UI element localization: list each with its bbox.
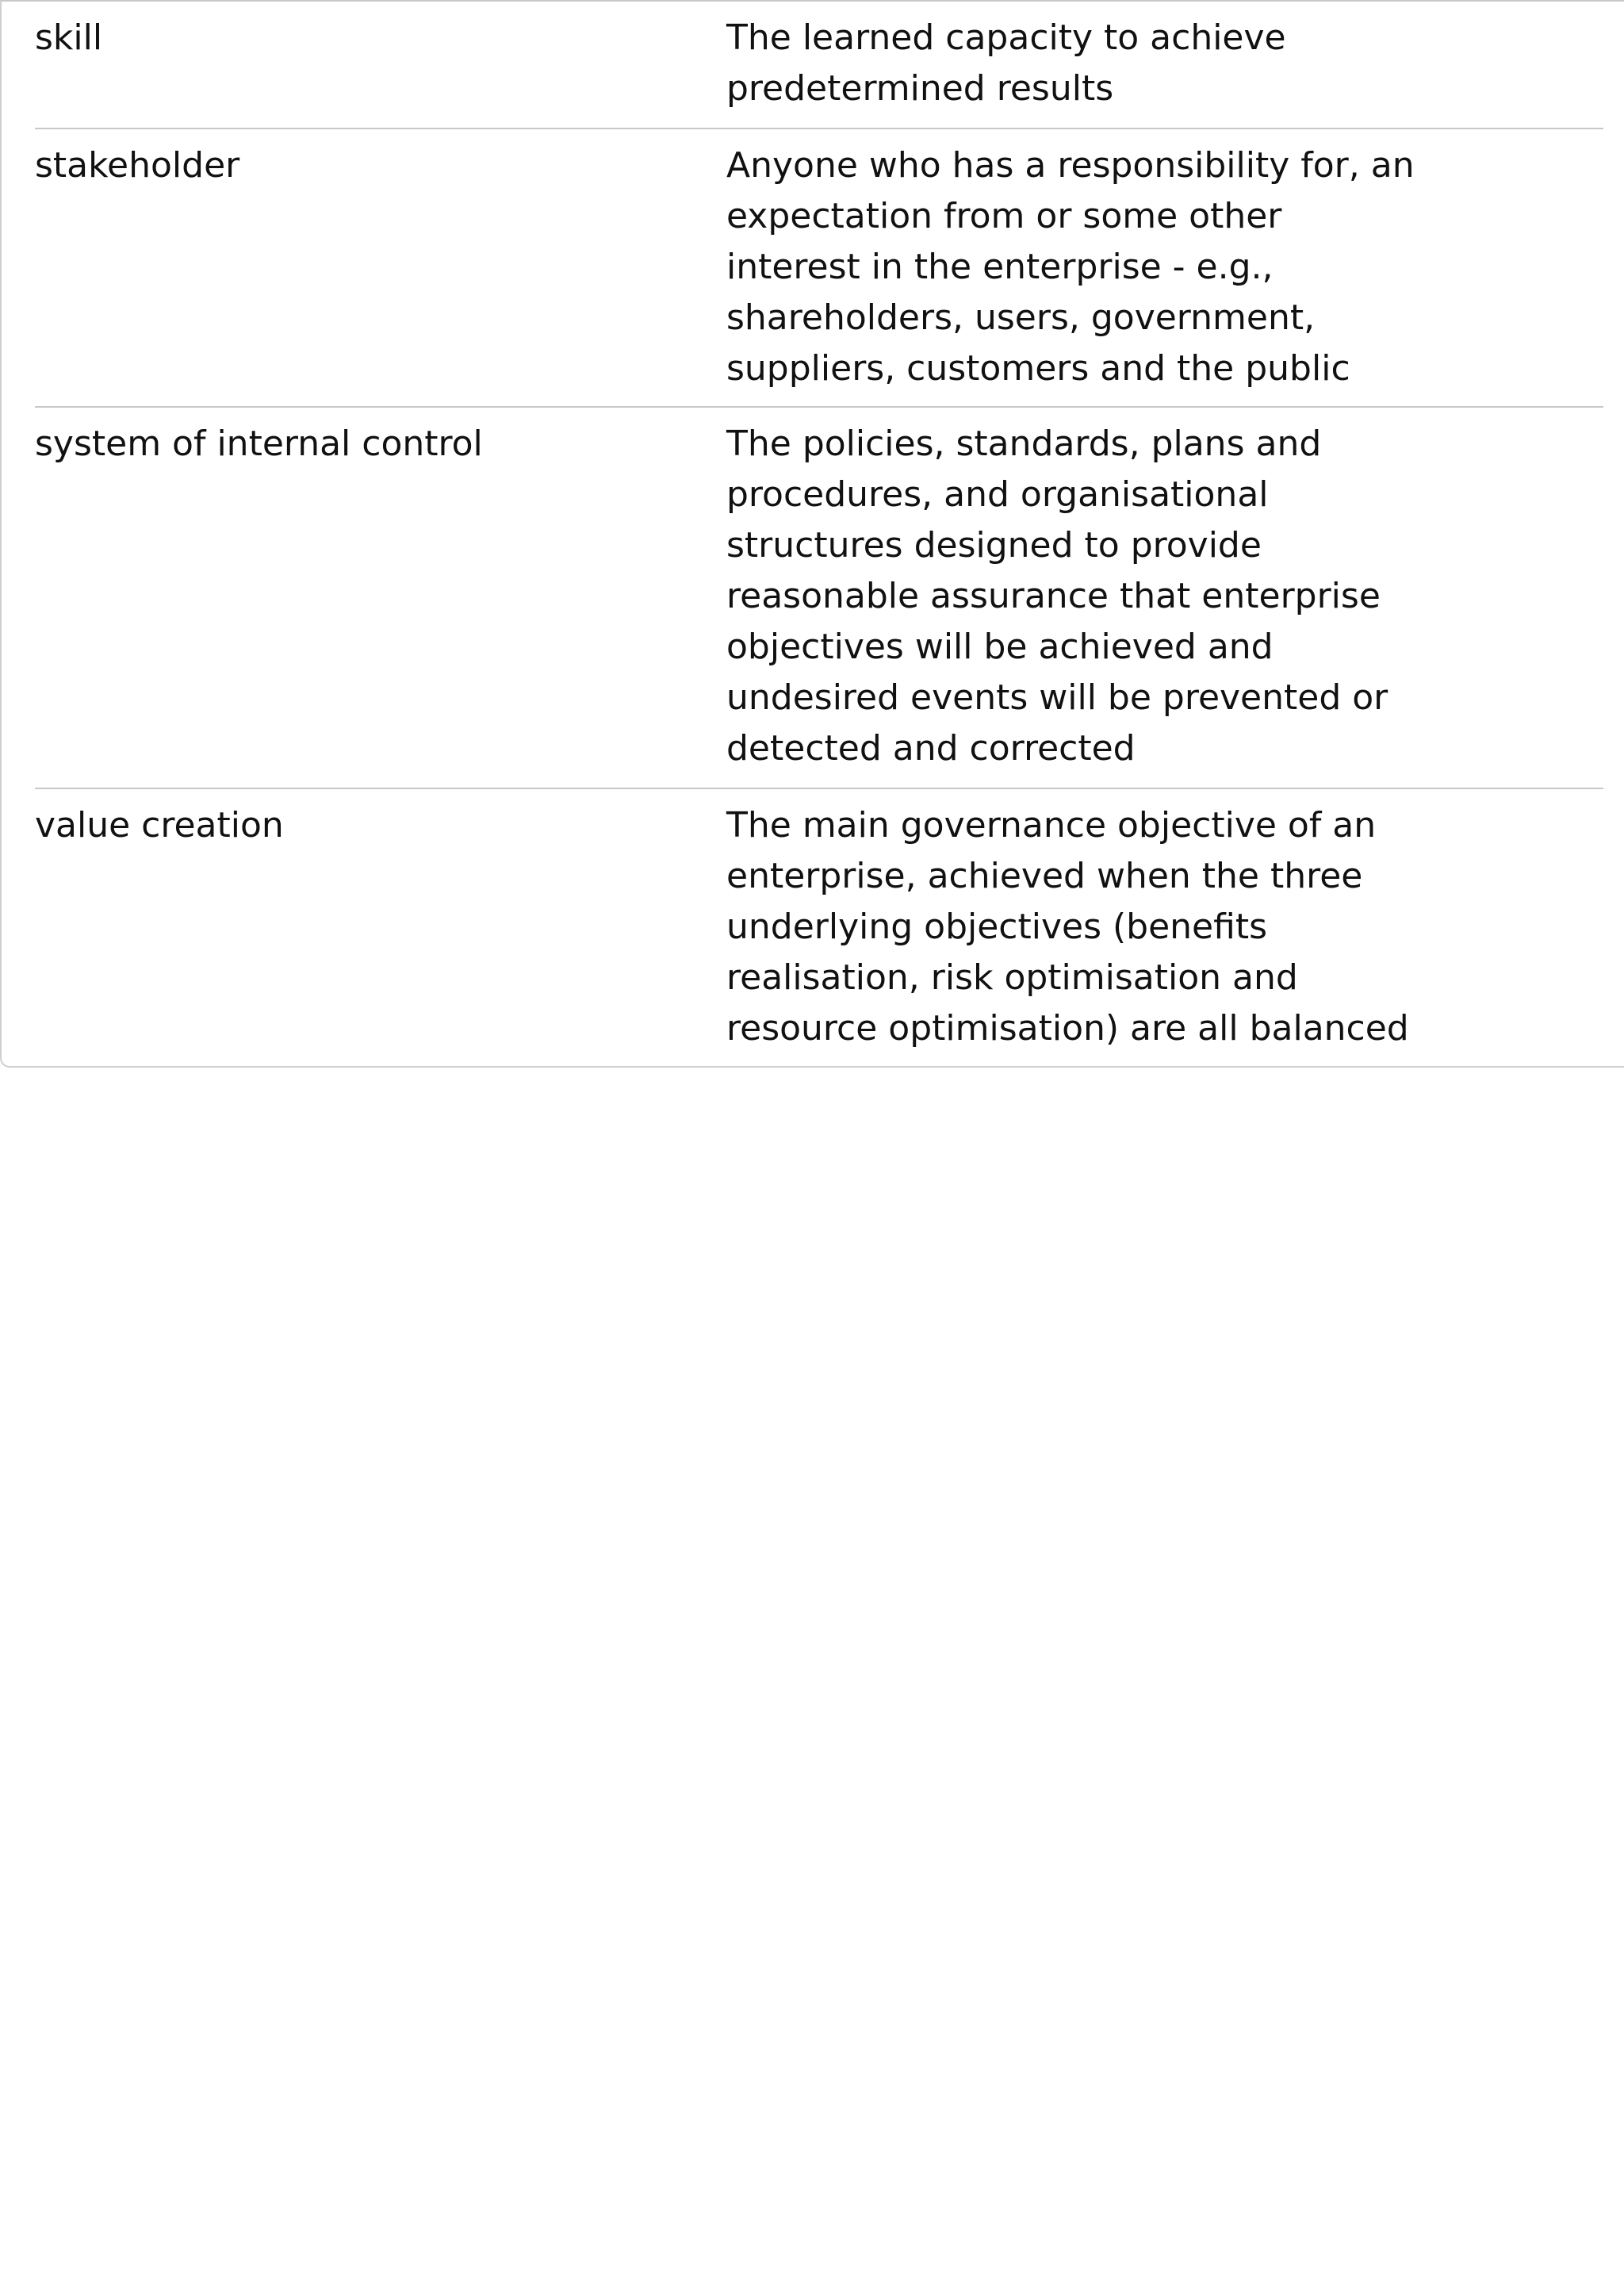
definition-line: structures designed to provide xyxy=(726,525,1262,566)
definition-cell xyxy=(726,419,1388,772)
term-cell: stakeholder xyxy=(35,145,240,186)
definition-line: expectation from or some other xyxy=(726,196,1282,236)
definition-line: realisation, risk optimisation and xyxy=(726,957,1298,998)
glossary-table xyxy=(35,2,1603,1068)
definition-line: objectives will be achieved and xyxy=(726,627,1274,667)
table-row xyxy=(35,408,1603,789)
definition-line: resource optimisation) are all balanced xyxy=(726,1008,1409,1049)
definition-line: interest in the enterprise - e.g., xyxy=(726,247,1274,287)
definition-line: undesired events will be prevented or xyxy=(726,677,1388,718)
glossary-table-card xyxy=(0,0,1624,1068)
table-row xyxy=(35,129,1603,408)
table-row xyxy=(35,789,1603,1068)
definition-line: Anyone who has a responsibility for, an xyxy=(726,145,1415,186)
definition-line: reasonable assurance that enterprise xyxy=(726,576,1381,616)
definition-line: The main governance objective of an xyxy=(726,805,1377,846)
definition-line: The policies, standards, plans and xyxy=(726,424,1322,464)
definition-line: The learned capacity to achieve xyxy=(726,17,1286,58)
definition-line: suppliers, customers and the public xyxy=(726,348,1350,389)
definition-line: procedures, and organisational xyxy=(726,474,1269,515)
term-cell: value creation xyxy=(35,805,284,846)
term-cell: skill xyxy=(35,17,103,58)
definition-line: underlying objectives (benefits xyxy=(726,907,1267,947)
definition-cell xyxy=(726,140,1415,390)
definition-cell xyxy=(726,13,1377,112)
definition-line: predetermined results xyxy=(726,68,1114,109)
definition-line: shareholders, users, government, xyxy=(726,297,1316,338)
definition-cell xyxy=(726,800,1409,1052)
term-cell: system of internal control xyxy=(35,424,483,464)
definition-line: enterprise, achieved when the three xyxy=(726,856,1363,896)
table-row xyxy=(35,2,1603,129)
definition-line: detected and corrected xyxy=(726,728,1136,769)
